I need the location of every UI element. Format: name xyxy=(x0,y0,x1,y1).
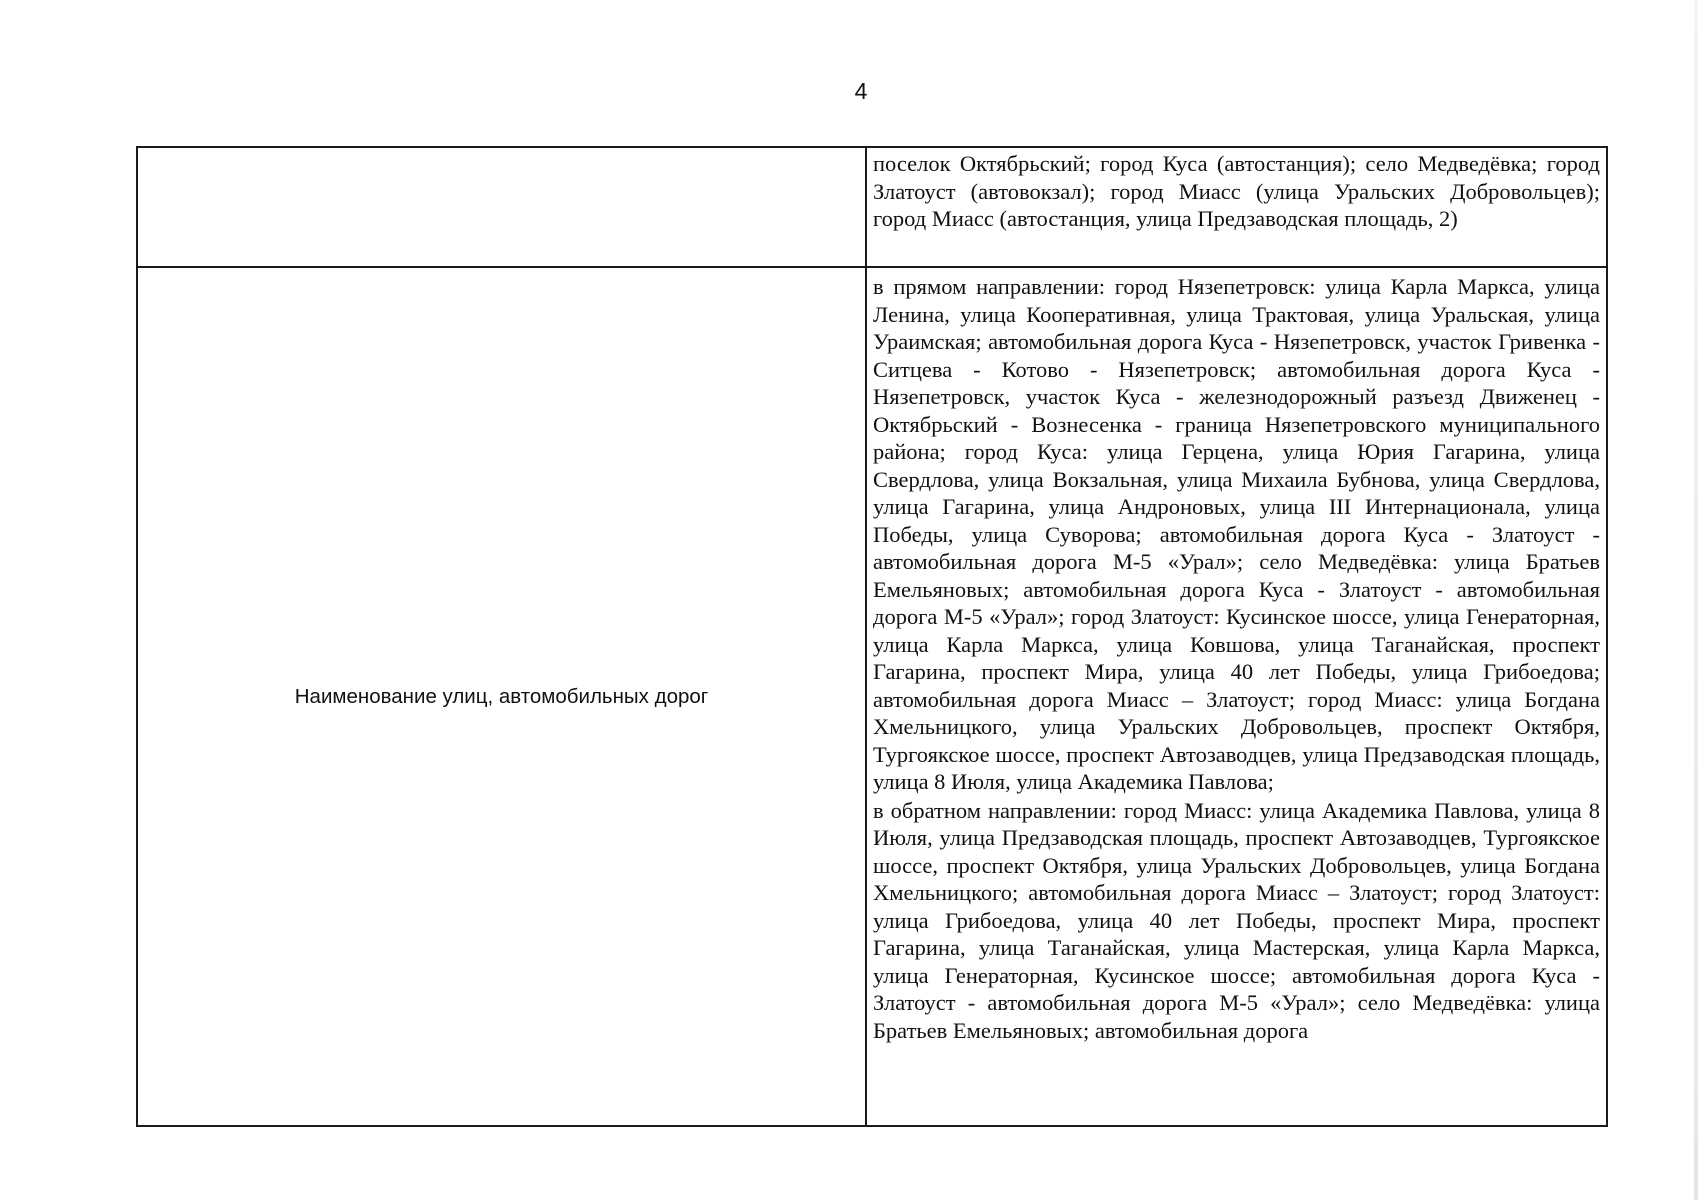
table-cell-stops xyxy=(866,147,1607,267)
row-label-streets-roads: Наименование улиц, автомобильных дорог xyxy=(137,267,866,1126)
table-row xyxy=(137,267,1607,1126)
table-cell-streets xyxy=(866,267,1607,1126)
reverse-direction-paragraph: в обратном направлении: город Миасс: улица Академика Павлова, улица 8 Июля, улица Предзаводская площадь, проспект Автозаводцев, Тургоякское шоссе, проспект Октября, улица Уральских Добровольцев, улица Богдана Хмельницкого; автомобильная дорога Миасс – Златоуст; город Златоуст: улица Грибоедова, улица 40 лет Победы, проспект Мира, проспект Гагарина, улица Таганайская, улица Мастерская, улица Карла Маркса, улица Генераторная, Кусинское шоссе; автомобильная дорога Куса - Златоуст - автомобильная дорога М-5 «Урал»; село Медведёвка: улица Братьев Емельяновых; автомобильная дорога xyxy=(873,797,1600,1043)
forward-direction-paragraph: в прямом направлении: город Нязепетровск: улица Карла Маркса, улица Ленина, улица Кооперативная, улица Трактовая, улица Уральская, улица Ураимская; автомобильная дорога Куса - Нязепетровск, участок Гривенка - Ситцева - Котово - Нязепетровск; автомобильная дорога Куса - Нязепетровск, участок Куса - железнодорожный разъезд Движенец - Октябрьский - Вознесенка - граница Нязепетровского муниципального района; город Куса: улица Герцена, улица Юрия Гагарина, улица Свердлова, улица Вокзальная, улица Михаила Бубнова, улица Свердлова, улица Гагарина, улица Андроновых, улица III Интернационала, улица Победы, улица Суворова; автомобильная дорога Куса - Златоуст - автомобильная дорога М-5 «Урал»; село Медведёвка: улица Братьев Емельяновых; автомобильная дорога Куса - Златоуст - автомобильная дорога М-5 «Урал»; город Златоуст: Кусинское шоссе, улица Генераторная, улица Карла Маркса, улица Ковшова, улица Таганайская, проспект Гагарина, проспект Мира, улица 40 лет Победы, улица Грибоедова; автомобильная дорога Миасс – Златоуст; город Миасс: улица Богдана Хмельницкого, улица Уральских Добровольцев, проспект Октября, Тургоякское шоссе, проспект Автозаводцев, улица Предзаводская площадь, улица 8 Июля, улица Академика Павлова; xyxy=(873,274,1600,794)
route-table xyxy=(136,146,1608,1127)
scan-edge xyxy=(1694,0,1698,1200)
table-row xyxy=(137,147,1607,267)
stops-paragraph: поселок Октябрьский; город Куса (автостанция); село Медведёвка; город Златоуст (автовокзал); город Миасс (улица Уральских Добровольцев); город Миасс (автостанция, улица Предзаводская площадь, 2) xyxy=(873,151,1600,231)
table-cell-empty xyxy=(137,147,866,267)
page-number: 4 xyxy=(854,78,868,104)
